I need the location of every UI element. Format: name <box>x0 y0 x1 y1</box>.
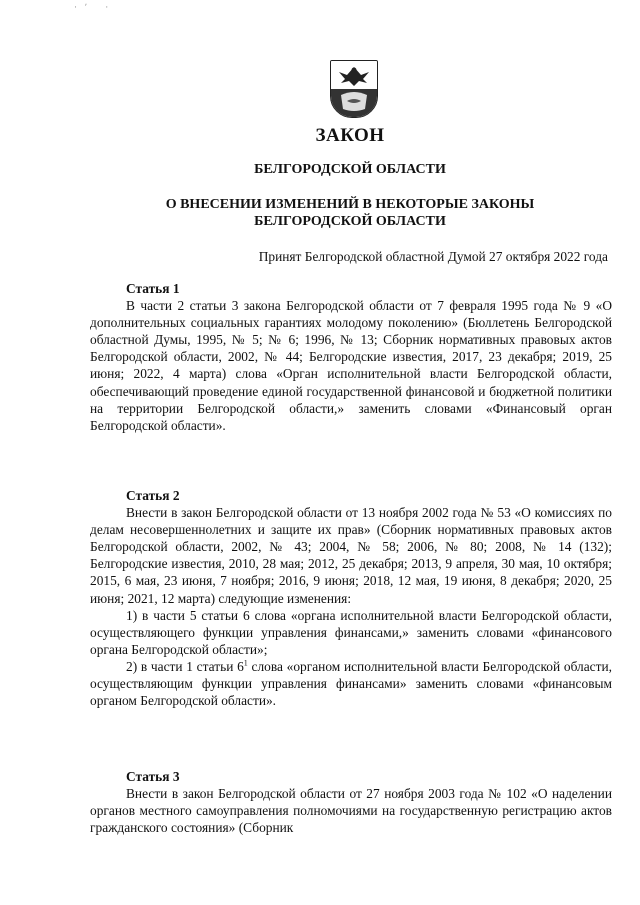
article-text: В части 2 статьи 3 закона Белгородской области от 7 февраля 1995 года № 9 «О дополнительных социальных гарантиях молодому поколению» (Бюллетень Белгородской областной Думы, 1995, № 5; № 6; 1996, № 13; Сборник нормативных правовых актов Белгородской области, 2002, № 44; Белгородские известия, 2017, 23 декабря; 2019, 25 июня; 2022, 4 марта) слова «Орган исполнительной власти Белгородской области, обеспечивающий проведение единой государственной финансовой и бюджетной политики на территории Белгородской области,» заменить словами «Финансовый орган Белгородской области». <box>90 298 612 433</box>
item-text-end: слова «органом исполнительной власти Белгородской области, осуществляющим функции управления финансами» заменить словами «финансовым органом Белгородской области». <box>90 658 612 709</box>
superscript: 1 <box>243 658 248 668</box>
article-heading: Статья 1 <box>126 281 180 296</box>
document-title: ЗАКОН <box>315 125 385 146</box>
article-3 <box>90 768 612 836</box>
article-2 <box>90 487 612 709</box>
article-1 <box>90 280 612 434</box>
article-text: Внести в закон Белгородской области от 27 ноября 2003 года № 102 «О наделении органов местного самоуправления полномочиями на государственную регистрацию актов гражданского состояния» (Сборник <box>90 786 612 836</box>
adoption-note: Принят Белгородской областной Думой 27 октября 2022 года <box>258 249 608 264</box>
article-heading: Статья 3 <box>126 769 180 784</box>
law-title <box>0 196 640 230</box>
article-item-2 <box>90 658 612 709</box>
article-heading: Статья 2 <box>126 488 180 503</box>
law-title-line-1: О ВНЕСЕНИИ ИЗМЕНЕНИЙ В НЕКОТОРЫЕ ЗАКОНЫ <box>165 197 535 212</box>
item-text-start: 2) в части 1 статьи 6 <box>126 658 244 674</box>
law-title-line-2: БЕЛГОРОДСКОЙ ОБЛАСТИ <box>254 214 446 229</box>
region-name: БЕЛГОРОДСКОЙ ОБЛАСТИ <box>254 162 446 177</box>
scan-marks: ·ʹ · <box>74 2 117 12</box>
article-item-1: 1) в части 5 статьи 6 слова «органа исполнительной власти Белгородской области, осуществляющего функции управления финансами,» заменить словами «финансового органа Белгородской области»; <box>90 607 612 657</box>
belgorod-coat-of-arms-icon <box>330 60 378 118</box>
article-text: Внести в закон Белгородской области от 13 ноября 2002 года № 53 «О комиссиях по делам несовершеннолетних и защите их прав» (Сборник нормативных правовых актов Белгородской области, 2002, № 43; 2004, № 58; 2006, № 80; 2008, № 14 (132); Белгородские известия, 2010, 28 мая; 2012, 25 декабря; 2013, 9 апреля, 30 мая, 10 октября; 2015, 6 мая, 23 июня, 7 ноября; 2016, 9 июня; 2018, 12 мая, 19 июня, 8 декабря; 2020, 25 июня; 2021, 12 марта) следующие изменения: <box>90 505 612 606</box>
